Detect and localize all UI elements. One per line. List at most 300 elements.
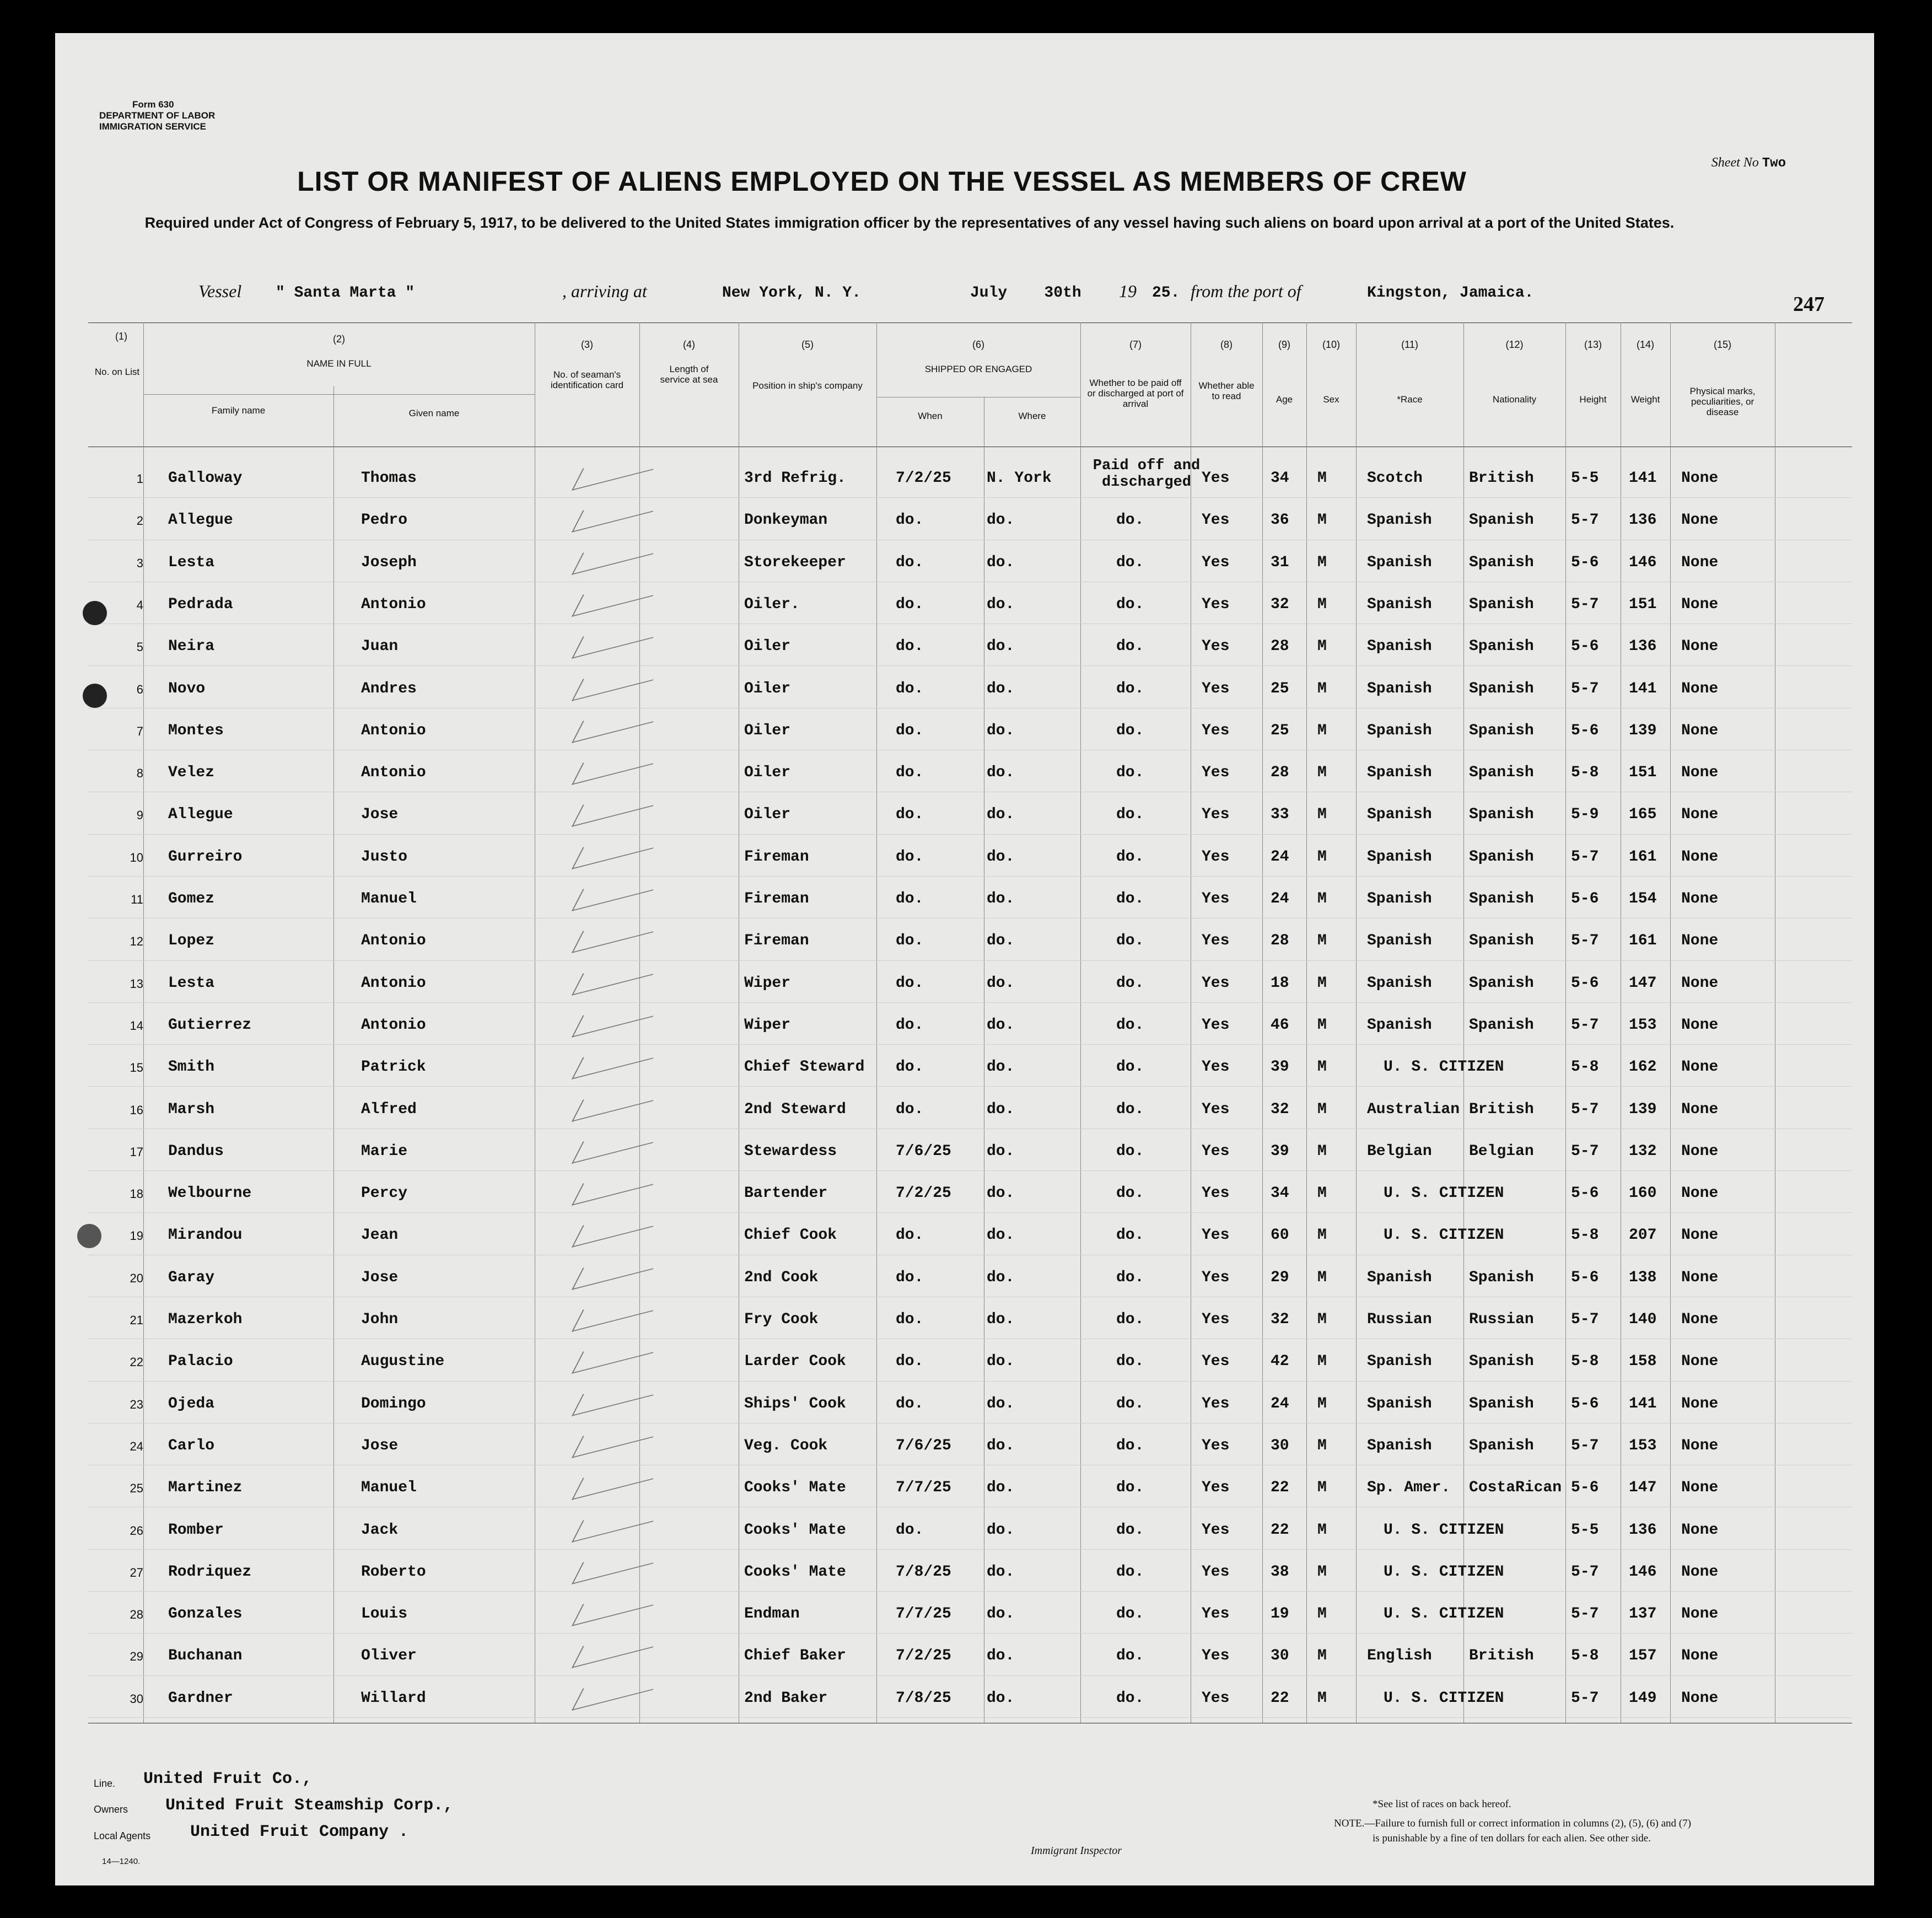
able-to-read: Yes <box>1202 932 1230 950</box>
height: 5-5 <box>1571 470 1599 487</box>
weight: 162 <box>1629 1059 1657 1076</box>
family-name: Galloway <box>168 470 243 487</box>
race: Scotch <box>1367 470 1423 487</box>
shipped-where: do. <box>987 1395 1015 1412</box>
given-name: Patrick <box>361 1059 426 1076</box>
given-name: John <box>361 1311 399 1328</box>
weight: 136 <box>1629 512 1657 529</box>
shipped-where: do. <box>987 974 1015 992</box>
position: Oiler <box>744 806 791 824</box>
able-to-read: Yes <box>1202 554 1230 571</box>
paid-off: do. <box>1116 1100 1144 1118</box>
race: Spanish <box>1367 932 1432 950</box>
physical-marks: None <box>1681 1353 1719 1371</box>
able-to-read: Yes <box>1202 1185 1230 1202</box>
given-name: Jack <box>361 1521 399 1539</box>
race: Spanish <box>1367 722 1432 739</box>
table-row <box>55 458 1874 498</box>
age: 28 <box>1271 932 1289 950</box>
position: Cooks' Mate <box>744 1521 846 1539</box>
age: 22 <box>1271 1521 1289 1539</box>
shipped-when: 7/7/25 <box>896 1605 951 1623</box>
line-value: United Fruit Co., <box>143 1770 313 1788</box>
weight: 146 <box>1629 554 1657 571</box>
height: 5-7 <box>1571 1016 1599 1034</box>
family-name: Palacio <box>168 1353 233 1371</box>
age: 33 <box>1271 806 1289 824</box>
col-num-8: (8) <box>1220 339 1233 350</box>
physical-marks: None <box>1681 1142 1719 1160</box>
paid-off: do. <box>1116 1311 1144 1328</box>
sex: M <box>1317 1016 1327 1034</box>
age: 28 <box>1271 764 1289 782</box>
physical-marks: None <box>1681 1311 1719 1328</box>
height: 5-7 <box>1571 1142 1599 1160</box>
weight: 165 <box>1629 806 1657 824</box>
shipped-when: do. <box>896 1016 924 1034</box>
height: 5-7 <box>1571 1689 1599 1707</box>
col-num-3: (3) <box>581 339 593 350</box>
race: Belgian <box>1367 1142 1432 1160</box>
height: 5-7 <box>1571 848 1599 866</box>
row-number: 18 <box>130 1187 143 1201</box>
row-number: 13 <box>130 976 143 991</box>
col-num-6: (6) <box>972 339 984 350</box>
weight: 153 <box>1629 1016 1657 1034</box>
weight: 137 <box>1629 1605 1657 1623</box>
row-number: 6 <box>136 682 143 696</box>
able-to-read: Yes <box>1202 1269 1230 1286</box>
table-row <box>55 1383 1874 1424</box>
agents-label: Local Agents <box>94 1830 151 1841</box>
family-name: Gurreiro <box>168 848 243 866</box>
inspector-label: Immigrant Inspector <box>1031 1845 1122 1857</box>
shipped-when: do. <box>896 1227 924 1244</box>
header-name-in-full: NAME IN FULL <box>306 358 372 369</box>
nationality: Spanish <box>1469 638 1534 656</box>
family-name: Marsh <box>168 1100 215 1118</box>
punch-hole <box>83 601 107 625</box>
sex: M <box>1317 554 1327 571</box>
able-to-read: Yes <box>1202 722 1230 739</box>
sex: M <box>1317 890 1327 907</box>
weight: 139 <box>1629 1100 1657 1118</box>
weight: 147 <box>1629 1479 1657 1497</box>
able-to-read: Yes <box>1202 1647 1230 1665</box>
sex: M <box>1317 1605 1327 1623</box>
header-weight: Weight <box>1630 394 1660 405</box>
family-name: Lopez <box>168 932 215 950</box>
position: Wiper <box>744 1016 791 1034</box>
race: U. S. CITIZEN <box>1384 1563 1504 1581</box>
family-name: Neira <box>168 638 215 656</box>
nationality: Spanish <box>1469 722 1534 739</box>
vessel-name: " Santa Marta " <box>276 284 415 302</box>
physical-marks: None <box>1681 470 1719 487</box>
sex: M <box>1317 512 1327 529</box>
shipped-where: do. <box>987 1311 1015 1328</box>
table-row <box>55 1215 1874 1255</box>
row-number: 24 <box>130 1439 143 1453</box>
able-to-read: Yes <box>1202 1227 1230 1244</box>
department-name: DEPARTMENT OF LABOR <box>99 110 216 121</box>
shipped-where: do. <box>987 638 1015 656</box>
given-name: Roberto <box>361 1563 426 1581</box>
height: 5-6 <box>1571 974 1599 992</box>
shipped-when: 7/7/25 <box>896 1479 951 1497</box>
shipped-where: do. <box>987 1016 1015 1034</box>
family-name: Smith <box>168 1059 215 1076</box>
departure-port: Kingston, Jamaica. <box>1367 284 1534 302</box>
shipped-when: do. <box>896 764 924 782</box>
shipped-where: do. <box>987 1605 1015 1623</box>
paid-off: do. <box>1116 1059 1144 1076</box>
race: Spanish <box>1367 680 1432 697</box>
family-name: Garay <box>168 1269 215 1286</box>
weight: 140 <box>1629 1311 1657 1328</box>
shipped-where: do. <box>987 1647 1015 1665</box>
table-row <box>55 1509 1874 1550</box>
table-row <box>55 1173 1874 1213</box>
able-to-read: Yes <box>1202 470 1230 487</box>
shipped-when: 7/2/25 <box>896 470 951 487</box>
table-row <box>55 1678 1874 1718</box>
sex: M <box>1317 932 1327 950</box>
height: 5-7 <box>1571 680 1599 697</box>
given-name: Juan <box>361 638 399 656</box>
race: Spanish <box>1367 974 1432 992</box>
age: 18 <box>1271 974 1289 992</box>
weight: 136 <box>1629 1521 1657 1539</box>
race: U. S. CITIZEN <box>1384 1185 1504 1202</box>
arrival-date: July 30th <box>970 284 1081 302</box>
shipped-when: do. <box>896 806 924 824</box>
from-port-label: from the port of <box>1191 281 1301 301</box>
height: 5-7 <box>1571 1605 1599 1623</box>
weight: 151 <box>1629 595 1657 613</box>
age: 24 <box>1271 890 1289 907</box>
physical-marks: None <box>1681 1647 1719 1665</box>
sex: M <box>1317 974 1327 992</box>
weight: 158 <box>1629 1353 1657 1371</box>
weight: 136 <box>1629 638 1657 656</box>
sex: M <box>1317 680 1327 697</box>
nationality: Belgian <box>1469 1142 1534 1160</box>
height: 5-7 <box>1571 1437 1599 1454</box>
paid-off: do. <box>1116 764 1144 782</box>
age: 28 <box>1271 638 1289 656</box>
agents-value: United Fruit Company . <box>190 1823 409 1841</box>
nationality: Spanish <box>1469 1437 1534 1454</box>
weight: 138 <box>1629 1269 1657 1286</box>
col-num-12: (12) <box>1505 339 1524 350</box>
shipped-where: do. <box>987 680 1015 697</box>
shipped-when: do. <box>896 638 924 656</box>
row-number: 28 <box>130 1608 143 1622</box>
given-name: Marie <box>361 1142 408 1160</box>
shipped-where: do. <box>987 1227 1015 1244</box>
shipped-when: do. <box>896 554 924 571</box>
nationality: Spanish <box>1469 1016 1534 1034</box>
table-row <box>55 1635 1874 1676</box>
paid-off: do. <box>1116 595 1144 613</box>
shipped-when: 7/6/25 <box>896 1437 951 1454</box>
shipped-when: 7/2/25 <box>896 1185 951 1202</box>
paid-off: do. <box>1116 1521 1144 1539</box>
paid-off: do. <box>1116 722 1144 739</box>
service-name: IMMIGRATION SERVICE <box>99 121 206 132</box>
age: 60 <box>1271 1227 1289 1244</box>
weight: 154 <box>1629 890 1657 907</box>
physical-marks: None <box>1681 1059 1719 1076</box>
table-row <box>55 1425 1874 1466</box>
table-row <box>55 1341 1874 1382</box>
header-nationality: Nationality <box>1492 394 1537 405</box>
paid-off: do. <box>1116 1269 1144 1286</box>
height: 5-7 <box>1571 512 1599 529</box>
shipped-when: do. <box>896 1059 924 1076</box>
race: Spanish <box>1367 554 1432 571</box>
age: 42 <box>1271 1353 1289 1371</box>
age: 34 <box>1271 470 1289 487</box>
given-name: Jose <box>361 806 399 824</box>
given-name: Antonio <box>361 932 426 950</box>
weight: 141 <box>1629 1395 1657 1412</box>
height: 5-5 <box>1571 1521 1599 1539</box>
row-number: 21 <box>130 1313 143 1327</box>
col-num-4: (4) <box>683 339 695 350</box>
height: 5-7 <box>1571 932 1599 950</box>
race: Spanish <box>1367 595 1432 613</box>
height: 5-8 <box>1571 1059 1599 1076</box>
given-name: Pedro <box>361 512 408 529</box>
height: 5-8 <box>1571 1227 1599 1244</box>
row-number: 11 <box>131 893 143 906</box>
table-row <box>55 710 1874 751</box>
position: Ships' Cook <box>744 1395 846 1412</box>
paid-off: do. <box>1116 638 1144 656</box>
family-name: Pedrada <box>168 595 233 613</box>
position: Veg. Cook <box>744 1437 828 1454</box>
row-number: 20 <box>130 1271 143 1285</box>
age: 25 <box>1271 722 1289 739</box>
shipped-when: do. <box>896 1100 924 1118</box>
row-number: 15 <box>130 1061 143 1075</box>
weight: 207 <box>1629 1227 1657 1244</box>
row-number: 9 <box>136 808 143 823</box>
shipped-when: 7/8/25 <box>896 1563 951 1581</box>
position: Larder Cook <box>744 1353 846 1371</box>
race: Spanish <box>1367 1269 1432 1286</box>
page-number: 247 <box>1793 293 1825 316</box>
weight: 146 <box>1629 1563 1657 1581</box>
position: Cooks' Mate <box>744 1479 846 1497</box>
given-name: Manuel <box>361 890 417 907</box>
age: 24 <box>1271 848 1289 866</box>
able-to-read: Yes <box>1202 680 1230 697</box>
sex: M <box>1317 1100 1327 1118</box>
height: 5-6 <box>1571 638 1599 656</box>
race: Spanish <box>1367 1437 1432 1454</box>
able-to-read: Yes <box>1202 806 1230 824</box>
shipped-when: do. <box>896 974 924 992</box>
weight: 141 <box>1629 680 1657 697</box>
height: 5-7 <box>1571 595 1599 613</box>
shipped-where: do. <box>987 932 1015 950</box>
able-to-read: Yes <box>1202 1689 1230 1707</box>
given-name: Antonio <box>361 722 426 739</box>
paid-off: do. <box>1116 1647 1144 1665</box>
col-num-1: (1) <box>115 331 127 342</box>
col-num-10: (10) <box>1322 339 1340 350</box>
given-name: Willard <box>361 1689 426 1707</box>
age: 31 <box>1271 554 1289 571</box>
table-row <box>55 1593 1874 1634</box>
age: 39 <box>1271 1059 1289 1076</box>
position: 2nd Baker <box>744 1689 828 1707</box>
given-name: Augustine <box>361 1353 445 1371</box>
nationality: CostaRican <box>1469 1479 1562 1497</box>
row-number: 7 <box>136 724 143 738</box>
sex: M <box>1317 470 1327 487</box>
paid-off: do. <box>1116 1227 1144 1244</box>
row-number: 12 <box>130 934 143 949</box>
race: Sp. Amer. <box>1367 1479 1451 1497</box>
physical-marks: None <box>1681 512 1719 529</box>
physical-marks: None <box>1681 1185 1719 1202</box>
able-to-read: Yes <box>1202 595 1230 613</box>
paid-off: do. <box>1116 1605 1144 1623</box>
nationality: Spanish <box>1469 890 1534 907</box>
height: 5-6 <box>1571 1395 1599 1412</box>
header-when: When <box>918 411 943 421</box>
given-name: Andres <box>361 680 417 697</box>
able-to-read: Yes <box>1202 1521 1230 1539</box>
able-to-read: Yes <box>1202 890 1230 907</box>
family-name: Mazerkoh <box>168 1311 243 1328</box>
position: Oiler <box>744 722 791 739</box>
footer-form-code: 14—1240. <box>102 1857 141 1866</box>
paid-off: do. <box>1116 1142 1144 1160</box>
position: Chief Steward <box>744 1059 865 1076</box>
race: Spanish <box>1367 848 1432 866</box>
punch-hole <box>77 1224 101 1248</box>
shipped-when: do. <box>896 1521 924 1539</box>
shipped-where: do. <box>987 1479 1015 1497</box>
header-age: Age <box>1276 394 1293 405</box>
penalty-note-continued: is punishable by a fine of ten dollars for each alien. See other side. <box>1373 1833 1651 1844</box>
table-row <box>55 542 1874 583</box>
height: 5-6 <box>1571 554 1599 571</box>
position: 2nd Cook <box>744 1269 819 1286</box>
paid-off: do. <box>1116 554 1144 571</box>
sheet-label: Sheet No <box>1711 155 1759 170</box>
sex: M <box>1317 1395 1327 1412</box>
weight: 139 <box>1629 722 1657 739</box>
given-name: Alfred <box>361 1100 417 1118</box>
race: U. S. CITIZEN <box>1384 1521 1504 1539</box>
row-number: 19 <box>130 1229 143 1243</box>
given-name: Antonio <box>361 595 426 613</box>
physical-marks: None <box>1681 1227 1719 1244</box>
family-name: Buchanan <box>168 1647 243 1665</box>
physical-marks: None <box>1681 1479 1719 1497</box>
sex: M <box>1317 1311 1327 1328</box>
race-note: *See list of races on back hereof. <box>1373 1798 1511 1810</box>
family-name: Lesta <box>168 974 215 992</box>
nationality: British <box>1469 470 1534 487</box>
age: 22 <box>1271 1689 1289 1707</box>
physical-marks: None <box>1681 764 1719 782</box>
shipped-when: do. <box>896 890 924 907</box>
shipped-when: do. <box>896 512 924 529</box>
nationality: Spanish <box>1469 806 1534 824</box>
age: 30 <box>1271 1437 1289 1454</box>
physical-marks: None <box>1681 1016 1719 1034</box>
able-to-read: Yes <box>1202 1479 1230 1497</box>
position: Oiler <box>744 764 791 782</box>
physical-marks: None <box>1681 554 1719 571</box>
position: Fireman <box>744 932 809 950</box>
sex: M <box>1317 722 1327 739</box>
able-to-read: Yes <box>1202 974 1230 992</box>
table-row <box>55 836 1874 877</box>
family-name: Novo <box>168 680 206 697</box>
able-to-read: Yes <box>1202 1353 1230 1371</box>
able-to-read: Yes <box>1202 848 1230 866</box>
header-length-service: Length of service at sea <box>660 364 718 385</box>
position: 2nd Steward <box>744 1100 846 1118</box>
race: Spanish <box>1367 1016 1432 1034</box>
header-height: Height <box>1579 394 1607 405</box>
position: Oiler <box>744 680 791 697</box>
age: 34 <box>1271 1185 1289 1202</box>
sex: M <box>1317 1437 1327 1454</box>
header-physical-marks: Physical marks, peculiarities, or disease <box>1689 386 1756 417</box>
race: Russian <box>1367 1311 1432 1328</box>
given-name: Antonio <box>361 764 426 782</box>
table-row <box>55 1131 1874 1172</box>
race: U. S. CITIZEN <box>1384 1059 1504 1076</box>
given-name: Louis <box>361 1605 408 1623</box>
col-num-15: (15) <box>1713 339 1731 350</box>
position: Fireman <box>744 848 809 866</box>
checkmark-icon <box>572 448 664 491</box>
shipped-where: do. <box>987 595 1015 613</box>
sheet-value: Two <box>1762 156 1786 171</box>
race: Spanish <box>1367 512 1432 529</box>
col-num-11: (11) <box>1401 339 1418 350</box>
race: Australian <box>1367 1100 1460 1118</box>
shipped-when: do. <box>896 722 924 739</box>
shipped-when: do. <box>896 1269 924 1286</box>
position: Donkeyman <box>744 512 828 529</box>
given-name: Joseph <box>361 554 417 571</box>
sex: M <box>1317 1521 1327 1539</box>
sex: M <box>1317 1689 1327 1707</box>
row-number: 8 <box>136 766 143 781</box>
header-id-card: No. of seaman's identification card <box>550 369 624 390</box>
family-name: Dandus <box>168 1142 224 1160</box>
paid-off: do. <box>1116 890 1144 907</box>
paid-off: do. <box>1116 974 1144 992</box>
able-to-read: Yes <box>1202 1142 1230 1160</box>
year-prefix: 19 <box>1119 281 1137 301</box>
age: 30 <box>1271 1647 1289 1665</box>
paid-off: do. <box>1116 512 1144 529</box>
header-where: Where <box>1018 411 1046 421</box>
physical-marks: None <box>1681 722 1719 739</box>
